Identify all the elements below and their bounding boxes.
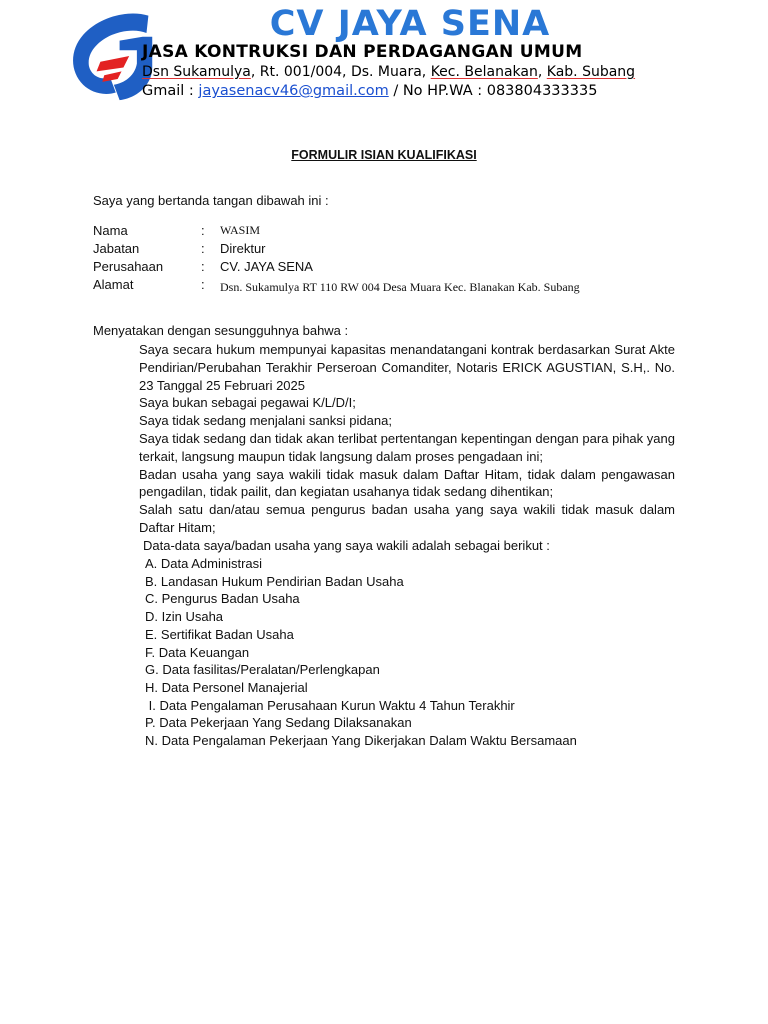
list-item: H. Data Personel Manajerial <box>145 679 308 695</box>
list-item: A. Data Administrasi <box>145 556 263 571</box>
field-label: Alamat <box>93 277 134 292</box>
list-item: G. Data fasilitas/Peralatan/Perlengkapan <box>145 662 380 678</box>
email-label: Gmail : <box>142 83 199 99</box>
list-item: C. Pengurus Badan Usaha <box>145 591 300 607</box>
company-name: CV JAYA SENA <box>269 4 551 44</box>
statement-item: Saya tidak sedang dan tidak akan terlibat pertentangan kepentingan dengan para pihak yang terkait, langsung maupun tidak langsung dalam proses pengadaan ini; <box>139 430 675 464</box>
field-value: Dsn. Sukamulya RT 110 RW 004 Desa Muara Kec. Blanakan Kab. Subang <box>220 280 580 294</box>
address-sep: , <box>537 64 547 80</box>
letterhead <box>0 0 768 110</box>
list-item: D. Izin Usaha <box>145 609 224 625</box>
list-item: I. Data Pengalaman Perusahaan Kurun Waktu 4 Tahun Terakhir <box>145 697 515 713</box>
address-kec: Kec. Belanakan <box>430 64 538 80</box>
field-label: Perusahaan <box>93 259 164 274</box>
intro-text: Saya yang bertanda tangan dibawah ini : <box>93 193 329 208</box>
document-title: FORMULIR ISIAN KUALIFIKASI <box>291 148 477 162</box>
statement-item: Saya bukan sebagai pegawai K/L/D/I; <box>139 395 356 411</box>
email-link[interactable]: jayasenacv46@gmail.com <box>198 83 389 99</box>
field-value: WASIM <box>220 223 261 237</box>
statement-item: Saya secara hukum mempunyai kapasitas menandatangani kontrak berdasarkan Surat Akte Pendirian/Perubahan Terakhir Perseroan Comanditer, Notaris ERICK AGUSTIAN, S.H,. No. 23 Tanggal 25 Februari 2025 <box>139 342 675 393</box>
statement-item: Salah satu dan/atau semua pengurus badan usaha yang saya wakili tidak masuk dalam Daftar Hitam; <box>139 502 675 535</box>
address-dsn: Dsn Sukamulya <box>142 64 251 80</box>
company-address <box>142 64 635 80</box>
address-rt: , Rt. 001/004, Ds. Muara, <box>250 64 431 80</box>
list-item: F. Data Keuangan <box>145 644 250 660</box>
company-contact <box>142 83 597 99</box>
statement-item: Saya tidak sedang menjalani sanksi pidana; <box>139 413 392 429</box>
statement-item: Badan usaha yang saya wakili tidak masuk dalam Daftar Hitam, tidak dalam pengawasan pengadilan, tidak pailit, dan kegiatan usahanya tidak sedang dihentikan; <box>139 466 675 500</box>
statement-item: Data-data saya/badan usaha yang saya wakili adalah sebagai berikut : <box>143 537 550 553</box>
field-value: CV. JAYA SENA <box>220 259 313 274</box>
company-tagline: JASA KONTRUKSI DAN PERDAGANGAN UMUM <box>142 42 583 62</box>
field-value: Direktur <box>220 241 266 256</box>
field-colon: : <box>201 223 205 238</box>
field-colon: : <box>201 259 205 274</box>
phone-number: / No HP.WA : 083804333335 <box>388 83 598 99</box>
field-label: Nama <box>93 223 128 238</box>
data-items-list <box>145 555 577 750</box>
field-colon: : <box>201 241 205 256</box>
field-colon: : <box>201 277 205 292</box>
list-item: B. Landasan Hukum Pendirian Badan Usaha <box>145 573 404 589</box>
field-label: Jabatan <box>93 241 140 256</box>
list-item: N. Data Pengalaman Pekerjaan Yang Dikerjakan Dalam Waktu Bersamaan <box>145 733 577 749</box>
list-item: E. Sertifikat Badan Usaha <box>145 626 294 642</box>
statement-list <box>139 341 675 555</box>
list-item: P. Data Pekerjaan Yang Sedang Dilaksanakan <box>145 715 412 731</box>
statement-intro: Menyatakan dengan sesungguhnya bahwa : <box>93 323 349 338</box>
address-kab: Kab. Subang <box>546 64 636 80</box>
